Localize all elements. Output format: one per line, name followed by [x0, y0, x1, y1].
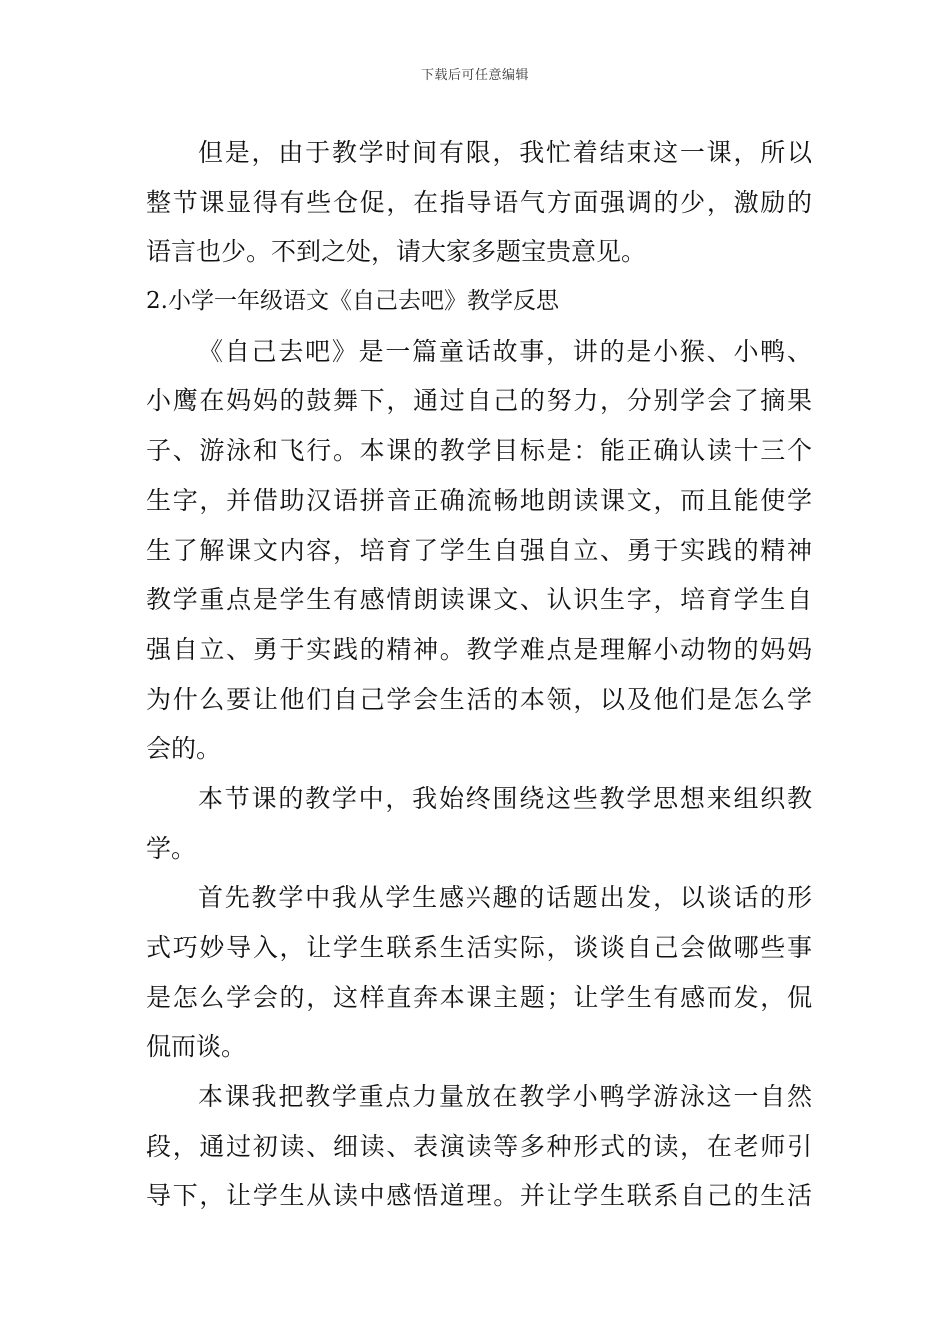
text-line: 生字，并借助汉语拼音正确流畅地朗读课文，而且能使学	[146, 485, 812, 515]
text-line: 侃而谈。	[146, 1032, 247, 1062]
text-line: 整节课显得有些仓促，在指导语气方面强调的少，激励的	[146, 187, 812, 217]
text-line: 导下，让学生从读中感悟道理。并让学生联系自己的生活	[146, 1181, 812, 1211]
text-line: 学。	[146, 833, 197, 863]
text-line: 子、游泳和飞行。本课的教学目标是：能正确认读十三个	[146, 436, 812, 466]
text-line: 《自己去吧》是一篇童话故事，讲的是小猴、小鸭、	[198, 336, 812, 366]
text-line: 但是，由于教学时间有限，我忙着结束这一课，所以	[198, 138, 812, 167]
text-line: 教学重点是学生有感情朗读课文、认识生字，培育学生自	[146, 585, 812, 615]
text-line: 段，通过初读、细读、表演读等多种形式的读，在老师引	[146, 1131, 812, 1161]
text-line: 为什么要让他们自己学会生活的本领，以及他们是怎么学	[146, 684, 812, 714]
text-line: 本节课的教学中，我始终围绕这些教学思想来组织教	[198, 783, 812, 813]
text-line: 生了解课文内容，培育了学生自强自立、勇于实践的精神	[146, 535, 812, 565]
text-line: 强自立、勇于实践的精神。教学难点是理解小动物的妈妈	[146, 634, 812, 664]
text-line: 首先教学中我从学生感兴趣的话题出发，以谈话的形	[198, 883, 812, 913]
text-line: 语言也少。不到之处，请大家多题宝贵意见。	[146, 237, 647, 267]
text-line: 会的。	[146, 734, 222, 764]
text-line: 本课我把教学重点力量放在教学小鸭学游泳这一自然	[198, 1082, 812, 1112]
text-line: 是怎么学会的，这样直奔本课主题；让学生有感而发，侃	[146, 982, 812, 1012]
text-line: 式巧妙导入，让学生联系生活实际，谈谈自己会做哪些事	[146, 933, 812, 962]
document-body	[146, 128, 812, 1221]
page-header: 下载后可任意编辑	[420, 68, 529, 83]
section-heading: 2.小学一年级语文《自己去吧》教学反思	[146, 288, 559, 315]
text-line: 小鹰在妈妈的鼓舞下，通过自己的努力，分别学会了摘果	[146, 386, 812, 416]
